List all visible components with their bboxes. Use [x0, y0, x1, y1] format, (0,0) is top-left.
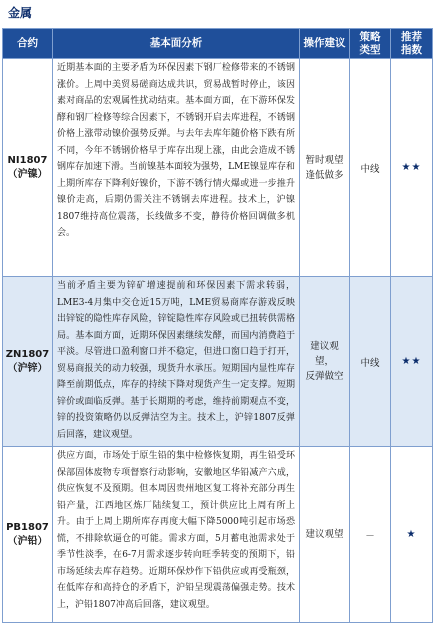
advice-line: 暂时观望 — [305, 154, 344, 166]
header-rating-line1: 推荐 — [401, 30, 422, 43]
advice-line: 逢低做多 — [305, 169, 344, 181]
rating-stars: ★★ — [391, 59, 433, 277]
rating-stars: ★★ — [391, 277, 433, 447]
advice-line: 望， — [314, 356, 334, 367]
table-row — [3, 447, 433, 623]
contract-name: （沪锌） — [7, 362, 48, 374]
advice-line: 建议观 — [310, 341, 339, 352]
strategy-type: 中线 — [350, 277, 391, 447]
contract-cell — [3, 277, 53, 447]
table-row — [3, 277, 433, 447]
contract-cell — [3, 59, 53, 277]
advice-cell — [300, 277, 350, 447]
analysis-text: 当前矛盾主要为锌矿增速提前和环保因素下需求转弱，LME3-4月集中交仓近15万吨，LME贸易商库存游戏反映出锌锭的隐性库存风险，锌锭隐性库存风险或已扭转供需格局。基本面方面，近期环保因素继续发酵，而国内消费趋于平淡。尽管进口盈利窗口并不稳定，但进口窗口趋于打开，贸易商报关的动力较强，现货升水承压。短期国内显性库存降至前期低点，库存的持续下降对现货产生一定支撑。短期锌价或面临反弹。基于长期期的考虑，维持前期观点不变，锌的投资策略仍以反弹沽空为主。技术上，沪锌1807反弹后回落，建议观望。 — [53, 277, 300, 447]
contract-cell — [3, 447, 53, 623]
table-row — [3, 59, 433, 277]
contract-name: （沪镍） — [7, 168, 48, 180]
header-strategy — [350, 29, 391, 59]
contract-code: NI1807 — [7, 154, 48, 166]
analysis-text: 近期基本面的主要矛盾为环保因素下钢厂检修带来的不锈钢涨价。上周中美贸易磋商达成共识，贸易战暂时停止，该因素对商品的宏观属性扰动结束。基本面方面，在下游环保发酵和钢厂检修等综合因素下，不锈钢开启去库进程，不锈钢价格上涨带动镍价强势反弹。与去年去库年随价格下跌有所不同，今年不锈钢价格早于库存出现上涨，由此会造成不锈钢库存加速下滑。当前镍基本面较为强势，LME镍显库存和上期所库存下降利好镍价，下游不锈行情火爆或进一步推升镍价走高，后期仍需关注不锈钢去库进程。技术上，沪镍1807维持高位震荡，长线做多不变，静待价格回调做多机会。 — [53, 59, 300, 277]
header-rating — [391, 29, 433, 59]
strategy-type: － — [350, 447, 391, 623]
advice-cell — [300, 447, 350, 623]
header-strategy-line1: 策略 — [359, 30, 381, 43]
header-advice: 操作建议 — [300, 29, 350, 59]
header-analysis: 基本面分析 — [53, 29, 300, 59]
metals-analysis-table — [2, 28, 433, 623]
advice-line: 建议观望 — [305, 529, 344, 540]
rating-stars: ★ — [391, 447, 433, 623]
section-title: 金属 — [8, 6, 33, 20]
contract-code: PB1807 — [6, 521, 49, 533]
header-contract: 合约 — [3, 29, 53, 59]
header-strategy-line2: 类型 — [359, 43, 381, 56]
analysis-text: 供应方面，市场处于原生铅的集中检修恢复期，再生铅受环保部固体废物专项督察行动影响，安徽地区华铅减产六成，供应恢复不及预期。但本周因贵州地区复工将补充部分再生铅产量，江西地区炼厂陆续复工，预计供应比上周有所上升。由于上周上期所库存再度大幅下降5000吨引起市场恐慌，不排除软逼仓的可能。需求方面，5月蓄电池需求处于季节性淡季，在6-7月需求逐步转向旺季转变的预期下，铅市场延续去库存趋势。近期环保炒作下铅供应或再受瓶颈，在低库存和高持仓的矛盾下，沪铅呈现震荡偏强走势。技术上，沪铅1807冲高后回落，建议观望。 — [53, 447, 300, 623]
strategy-type: 中线 — [350, 59, 391, 277]
contract-code: ZN1807 — [5, 348, 50, 360]
table-header-row — [3, 29, 433, 59]
advice-cell — [300, 59, 350, 277]
contract-name: （沪铅） — [7, 535, 48, 547]
advice-line: 反弹做空 — [305, 371, 344, 382]
header-rating-line2: 指数 — [401, 43, 422, 56]
